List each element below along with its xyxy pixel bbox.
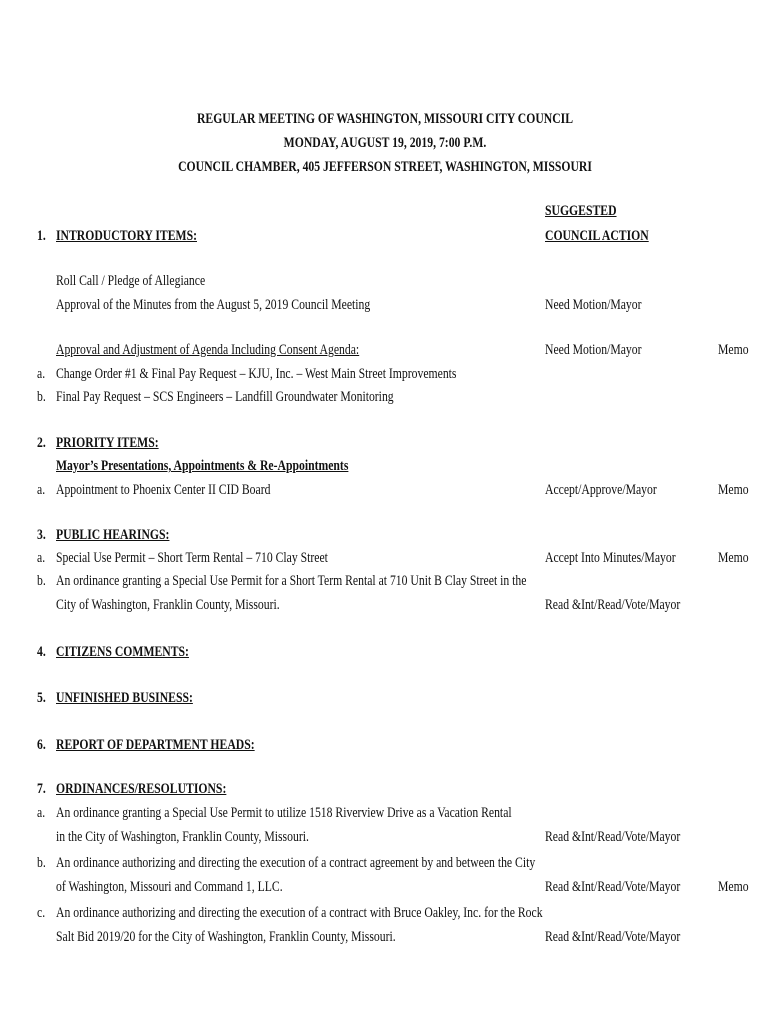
section-5-number: 5. — [37, 690, 46, 706]
ordinance-b-letter: b. — [37, 855, 46, 871]
section-3-number: 3. — [37, 527, 46, 543]
ordinance-b-text-line1: An ordinance authorizing and directing the execution of a contract agreement by and between the City — [56, 855, 536, 871]
section-2-number: 2. — [37, 435, 46, 451]
section-1-number: 1. — [37, 228, 46, 244]
agenda-memo: Memo — [718, 342, 749, 358]
hearing-a-memo: Memo — [718, 550, 749, 566]
consent-b-letter: b. — [37, 389, 46, 405]
action-header-line2: COUNCIL ACTION — [545, 228, 649, 244]
hearing-b-letter: b. — [37, 573, 46, 589]
ordinance-b-memo: Memo — [718, 879, 749, 895]
priority-a-text: Appointment to Phoenix Center II CID Board — [56, 482, 271, 498]
section-6-number: 6. — [37, 737, 46, 753]
ordinance-a-action: Read &Int/Read/Vote/Mayor — [545, 829, 681, 845]
section-7-title: ORDINANCES/RESOLUTIONS: — [56, 781, 227, 797]
section-2-title: PRIORITY ITEMS: — [56, 435, 159, 451]
consent-a-letter: a. — [37, 366, 46, 382]
action-header-line1: SUGGESTED — [545, 203, 617, 219]
ordinance-b-action: Read &Int/Read/Vote/Mayor — [545, 879, 681, 895]
consent-b-text: Final Pay Request – SCS Engineers – Landfill Groundwater Monitoring — [56, 389, 394, 405]
hearing-a-letter: a. — [37, 550, 46, 566]
agenda-item: Approval and Adjustment of Agenda Including Consent Agenda: — [56, 342, 360, 358]
ordinance-a-letter: a. — [37, 805, 46, 821]
minutes-item: Approval of the Minutes from the August 5, 2019 Council Meeting — [56, 297, 371, 313]
roll-call-item: Roll Call / Pledge of Allegiance — [56, 273, 206, 289]
section-1-title: INTRODUCTORY ITEMS: — [56, 228, 197, 244]
section-3-title: PUBLIC HEARINGS: — [56, 527, 170, 543]
ordinance-c-action: Read &Int/Read/Vote/Mayor — [545, 929, 681, 945]
ordinance-c-letter: c. — [37, 905, 46, 921]
agenda-action: Need Motion/Mayor — [545, 342, 642, 358]
hearing-b-text-line1: An ordinance granting a Special Use Permit for a Short Term Rental at 710 Unit B Clay Street in the — [56, 573, 527, 589]
hearing-a-action: Accept Into Minutes/Mayor — [545, 550, 676, 566]
meeting-date: MONDAY, AUGUST 19, 2019, 7:00 P.M. — [283, 135, 487, 151]
minutes-action: Need Motion/Mayor — [545, 297, 642, 313]
section-4-title: CITIZENS COMMENTS: — [56, 644, 189, 660]
meeting-location: COUNCIL CHAMBER, 405 JEFFERSON STREET, WASHINGTON, MISSOURI — [178, 159, 592, 175]
meeting-title: REGULAR MEETING OF WASHINGTON, MISSOURI CITY COUNCIL — [196, 111, 574, 127]
hearing-b-action: Read &Int/Read/Vote/Mayor — [545, 597, 681, 613]
hearing-b-text-line2: City of Washington, Franklin County, Missouri. — [56, 597, 280, 613]
priority-a-memo: Memo — [718, 482, 749, 498]
section-6-title: REPORT OF DEPARTMENT HEADS: — [56, 737, 255, 753]
section-5-title: UNFINISHED BUSINESS: — [56, 690, 193, 706]
priority-a-action: Accept/Approve/Mayor — [545, 482, 657, 498]
consent-a-text: Change Order #1 & Final Pay Request – KJU, Inc. – West Main Street Improvements — [56, 366, 457, 382]
ordinance-a-text-line1: An ordinance granting a Special Use Permit to utilize 1518 Riverview Drive as a Vacation Rental — [56, 805, 512, 821]
section-2-subtitle: Mayor’s Presentations, Appointments & Re-Appointments — [56, 458, 349, 474]
priority-a-letter: a. — [37, 482, 46, 498]
ordinance-c-text-line1: An ordinance authorizing and directing the execution of a contract with Bruce Oakley, Inc. for the Rock — [56, 905, 543, 921]
section-7-number: 7. — [37, 781, 46, 797]
ordinance-c-text-line2: Salt Bid 2019/20 for the City of Washington, Franklin County, Missouri. — [56, 929, 396, 945]
ordinance-b-text-line2: of Washington, Missouri and Command 1, LLC. — [56, 879, 283, 895]
hearing-a-text: Special Use Permit – Short Term Rental – 710 Clay Street — [56, 550, 328, 566]
section-4-number: 4. — [37, 644, 46, 660]
ordinance-a-text-line2: in the City of Washington, Franklin County, Missouri. — [56, 829, 309, 845]
